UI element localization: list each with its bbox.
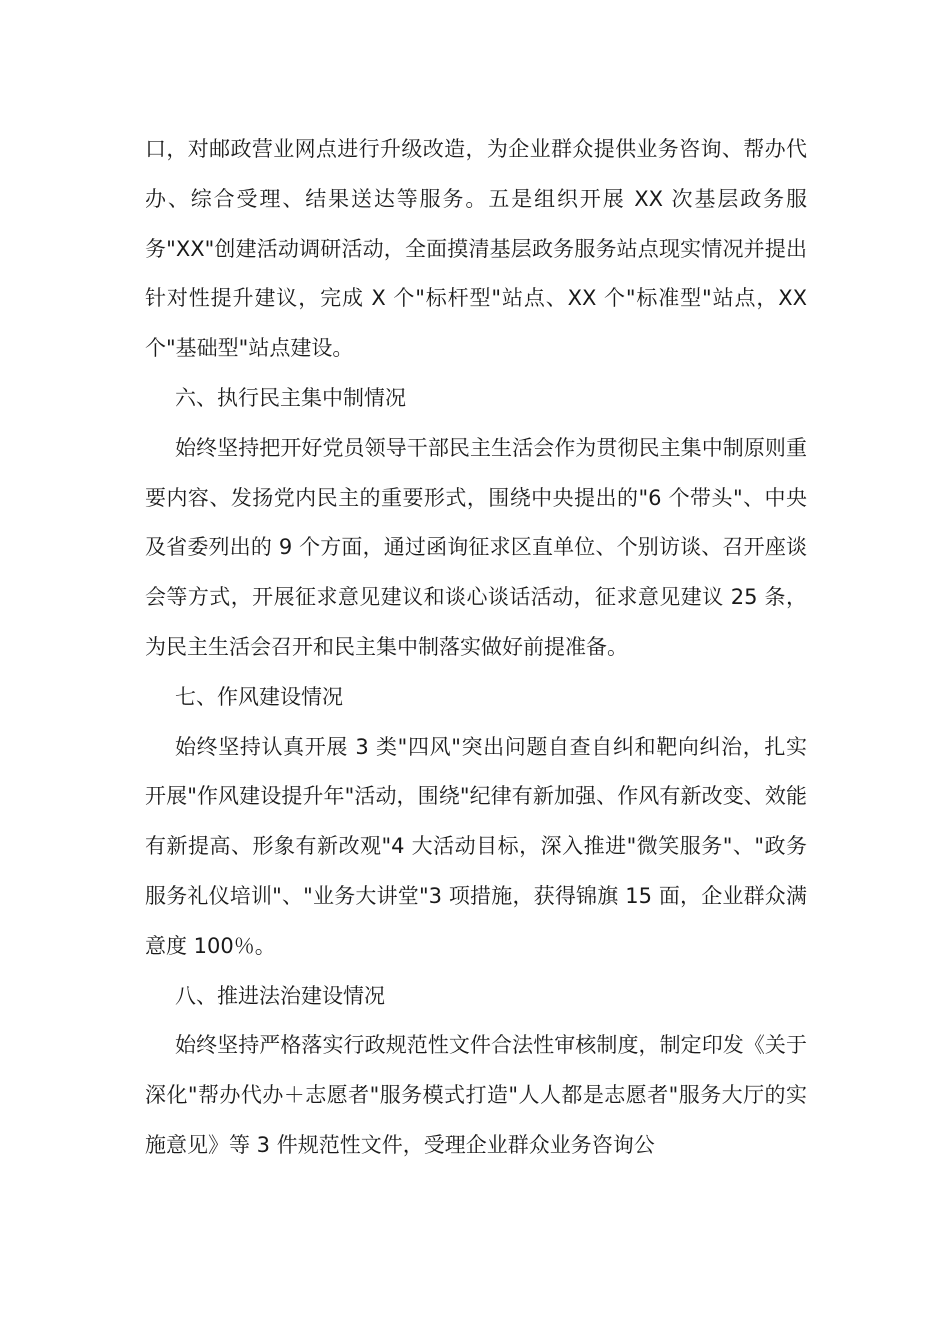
paragraph-rule-of-law: 始终坚持严格落实行政规范性文件合法性审核制度，制定印发《关于深化"帮办代办＋志愿者"服务模式打造"人人都是志愿者"服务大厅的实施意见》等 3 件规范性文件，受理企业群众业务咨询公 xyxy=(145,1033,807,1157)
section-heading-8: 八、推进法治建设情况 xyxy=(175,983,385,1008)
document-body xyxy=(145,125,807,1171)
paragraph-democratic-centralism: 始终坚持把开好党员领导干部民主生活会作为贯彻民主集中制原则重要内容、发扬党内民主的重要形式，围绕中央提出的"6 个带头"、中央及省委列出的 9 个方面，通过函询征求区直单位、个别访谈、召开座谈会等方式，开展征求意见建议和谈心谈话活动，征求意见建议 25 条，为民主生活会召开和民主集中制落实做好前提准备。 xyxy=(145,435,807,659)
paragraph-continuation: 口，对邮政营业网点进行升级改造，为企业群众提供业务咨询、帮办代办、综合受理、结果送达等服务。五是组织开展 XX 次基层政务服务"XX"创建活动调研活动，全面摸清基层政务服务站点现实情况并提出针对性提升建议，完成 X 个"标杆型"站点、XX 个"标准型"站点，XX 个"基础型"站点建设。 xyxy=(145,137,807,361)
section-heading-7: 七、作风建设情况 xyxy=(175,684,343,709)
section-heading-6: 六、执行民主集中制情况 xyxy=(175,385,406,410)
paragraph-work-style: 始终坚持认真开展 3 类"四风"突出问题自查自纠和靶向纠治，扎实开展"作风建设提升年"活动，围绕"纪律有新加强、作风有新改变、效能有新提高、形象有新改观"4 大活动目标，深入推进"微笑服务"、"政务服务礼仪培训"、"业务大讲堂"3 项措施，获得锦旗 15 面，企业群众满意度 100％。 xyxy=(145,734,807,958)
